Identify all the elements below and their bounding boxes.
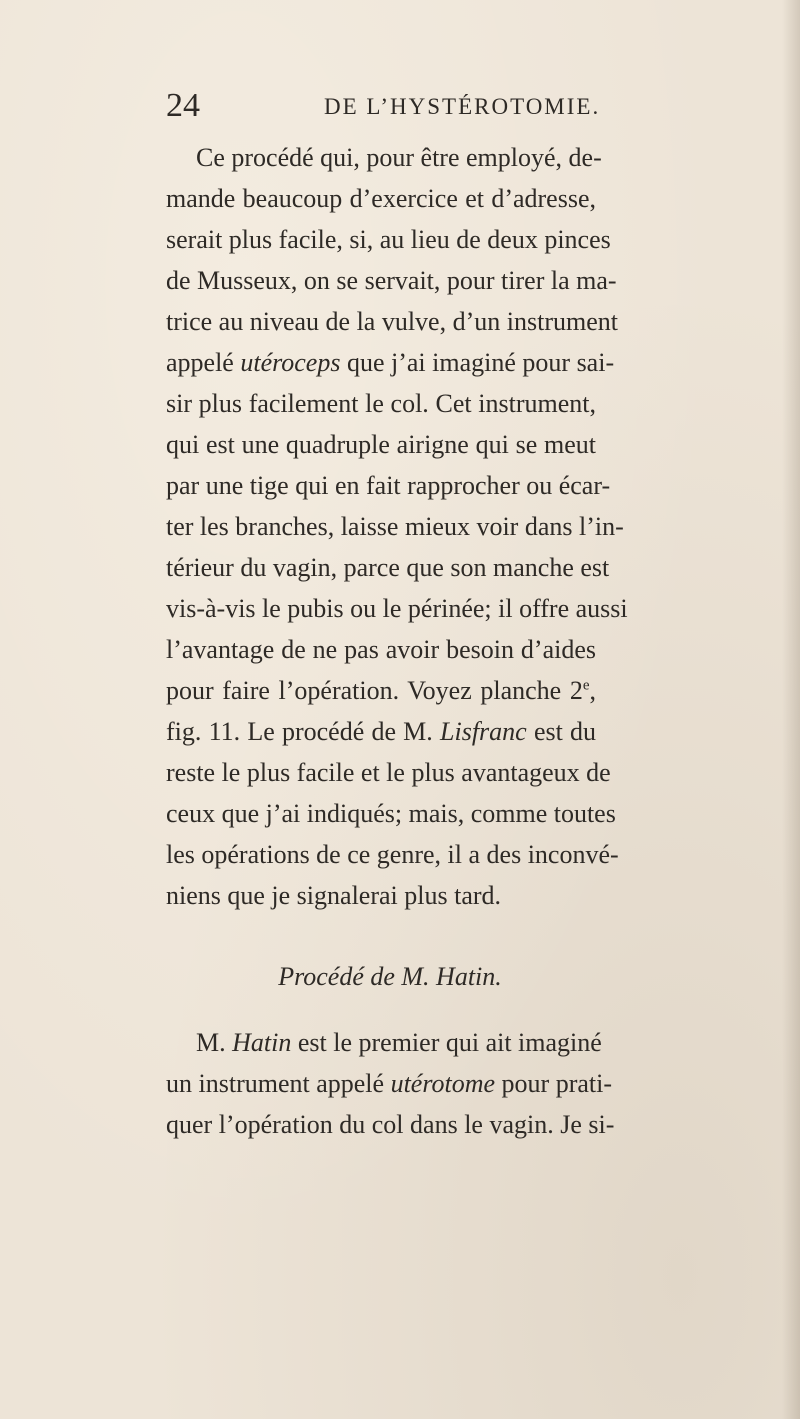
text-run: pour faire l’opération. Voyez planche 2 [166,676,583,705]
text-line: ceux que j’ai indiqués; mais, comme toutes [166,799,616,828]
running-head: DE L’HYSTÉROTOMIE. [324,94,601,119]
italic-term: utéroceps [240,348,341,377]
italic-term: Lisfranc [440,717,527,746]
paragraph-2 [166,1022,615,1145]
text-line: mande beaucoup d’exercice et d’adresse, [166,184,596,213]
text-line: niens que je signalerai plus tard. [166,881,502,910]
text-line: de Musseux, on se servait, pour tirer la ma- [166,266,617,295]
text-line: les opérations de ce genre, il a des inconvé- [166,840,619,869]
text-run: est le premier qui ait imaginé [297,1028,602,1057]
text-line [166,1022,602,1063]
text-line: Ce procédé qui, pour être employé, de- [196,143,602,172]
text-run: est du [533,717,597,746]
text-line [166,342,615,383]
text-run: fig. 11. Le procédé de M. [166,717,433,746]
text-run: pour prati- [501,1069,612,1098]
text-line: vis-à-vis le pubis ou le périnée; il offre aussi [166,594,628,623]
text-line [166,1063,612,1104]
text-run: appelé [166,348,234,377]
text-line: l’avantage de ne pas avoir besoin d’aides [166,635,596,664]
text-run: un instrument appelé [166,1069,385,1098]
text-line [166,711,596,752]
text-run: , [589,676,596,705]
page-header [166,88,616,124]
text-line: reste le plus facile et le plus avantageux de [166,758,611,787]
italic-term: Hatin [232,1028,292,1057]
text-run: que j’ai imaginé pour sai- [346,348,615,377]
paragraph-1 [166,137,628,916]
text-run: M. [196,1028,226,1057]
text-line: ter les branches, laisse mieux voir dans l’in- [166,512,624,541]
text-line: par une tige qui en fait rapprocher ou écar- [166,471,611,500]
text-line: trice au niveau de la vulve, d’un instrument [166,307,618,336]
text-line [166,670,596,711]
text-line: sir plus facilement le col. Cet instrument, [166,389,596,418]
text-line: térieur du vagin, parce que son manche est [166,553,610,582]
text-line: quer l’opération du col dans le vagin. Je si- [166,1110,615,1139]
page-number: 24 [166,87,200,124]
page-edge-shadow [782,0,800,1419]
superscript: e [582,677,590,694]
text-line: qui est une quadruple airigne qui se meut [166,430,596,459]
text-line: serait plus facile, si, au lieu de deux pinces [166,225,611,254]
section-title: Procédé de M. Hatin. [278,962,502,991]
italic-term: utérotome [390,1069,496,1098]
